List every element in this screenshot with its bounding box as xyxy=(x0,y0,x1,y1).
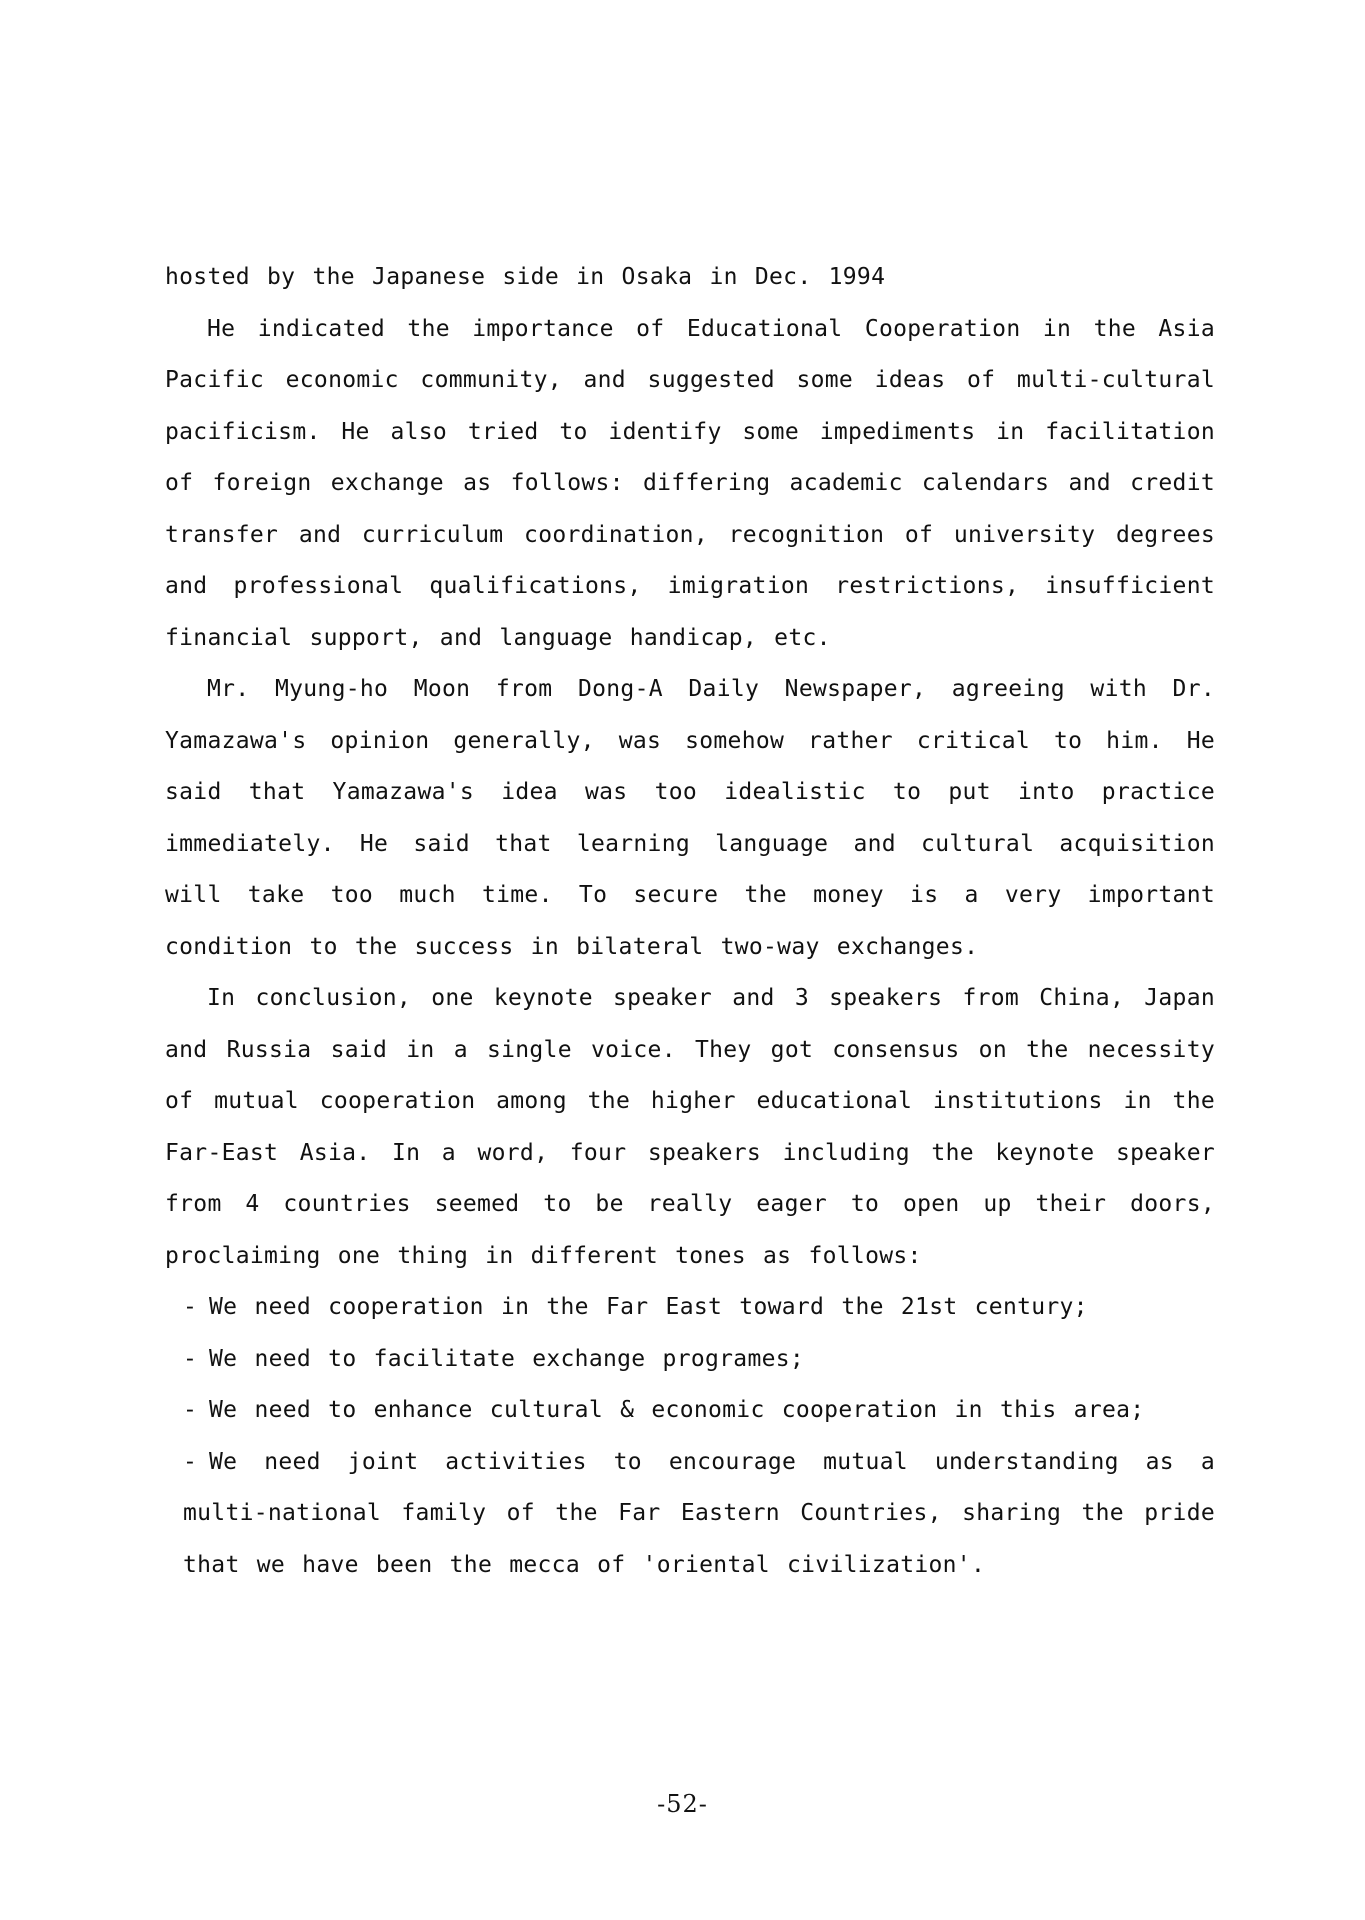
bullet-item xyxy=(165,1334,1215,1386)
bullet-marker: - xyxy=(183,1448,198,1475)
bullet-item xyxy=(165,1437,1215,1592)
body-text xyxy=(165,252,1215,1591)
bullet-text: We need cooperation in the Far East toward the 21st century; xyxy=(209,1294,1088,1320)
paragraph-conclusion: In conclusion, one keynote speaker and 3 speakers from China, Japan and Russia said in a single voice. They got consensus on the necessity of mutual cooperation among the higher educational institutions in the Far-East Asia. In a word, four speakers including the keynote speaker from 4 countries seemed to be really eager to open up their doors, proclaiming one thing in different tones as follows: xyxy=(165,985,1215,1269)
page-number: -52- xyxy=(657,1790,708,1818)
paragraph-continuation: hosted by the Japanese side in Osaka in Dec. 1994 xyxy=(165,264,886,290)
bullet-marker: - xyxy=(183,1294,198,1320)
bullet-marker: - xyxy=(183,1397,198,1423)
bullet-text: We need to enhance cultural & economic cooperation in this area; xyxy=(209,1397,1145,1423)
bullet-text: We need to facilitate exchange programes; xyxy=(209,1345,805,1372)
paragraph-yamazawa-ideas: He indicated the importance of Educational Cooperation in the Asia Pacific economic community, and suggested some ideas of multi-cultural pacificism. He also tried to identify some impediments in facilitation of foreign exchange as follows: differing academic calendars and credit transfer and curriculum coordination, recognition of university degrees and professional qualifications, imigration restrictions, insufficient financial support, and language handicap, etc. xyxy=(165,315,1215,651)
bullet-marker: - xyxy=(183,1345,198,1372)
bullet-item xyxy=(165,1385,1215,1437)
bullet-text: We need joint activities to encourage mutual understanding as a multi-national family of the Far Eastern Countries, sharing the pride that we have been the mecca of 'oriental civilization'. xyxy=(183,1448,1215,1578)
bullet-item xyxy=(165,1282,1215,1334)
conclusion-bullet-list xyxy=(165,1282,1215,1591)
paragraph-moon-critique: Mr. Myung-ho Moon from Dong-A Daily Newspaper, agreeing with Dr. Yamazawa's opinion generally, was somehow rather critical to him. He said that Yamazawa's idea was too idealistic to put into practice immediately. He said that learning language and cultural acquisition will take too much time. To secure the money is a very important condition to the success in bilateral two-way exchanges. xyxy=(165,676,1215,960)
